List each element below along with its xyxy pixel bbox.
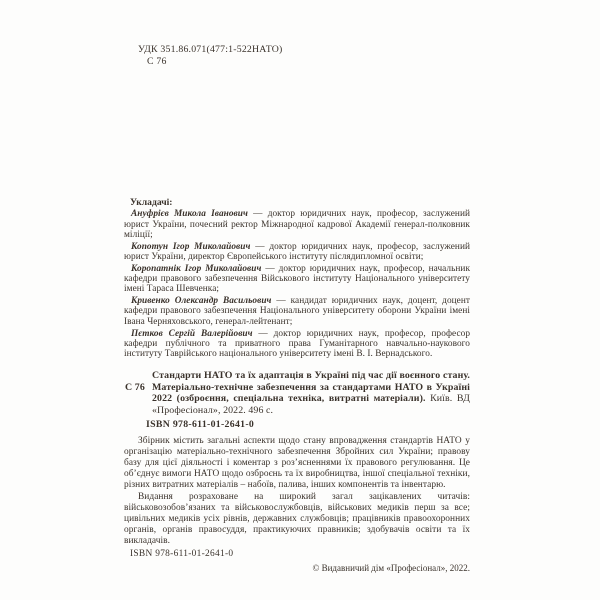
compiler-name: Пєтков Сергій Валерійович bbox=[131, 328, 253, 339]
compiler-name: Коропатнік Ігор Миколайович bbox=[131, 263, 262, 274]
compiler-entry bbox=[124, 296, 470, 327]
compiler-entry bbox=[124, 242, 470, 263]
compiler-description: доктор юридичних наук, професор, професор кафедри публічного та приватного права Гуманітарного навчально-наукового інституту Таврійського національного університету імені В. І. Вернадського. bbox=[124, 328, 471, 360]
udc-number: УДК 351.86.071(477:1-522НАТО) bbox=[138, 44, 283, 55]
dash-separator: — bbox=[253, 209, 263, 220]
annotation-paragraph-2: Видання розраховане на широкий загал зацікавлених читачів: військовозобов’язаних та військовослужбовців, військових медиків перш за все; цивільних медиків усіх рівнів, державних службовців; працівників правоохоронних органів, органів правосуддя, практикуючих правників; здобувачів освіти та їх викладачів. bbox=[124, 491, 470, 546]
dash-separator: — bbox=[265, 263, 275, 274]
compiler-description: доктор юридичних наук, професор, заслужений юрист України, почесний ректор Міжнародної кадрової Академії генерал-полковник міліції; bbox=[124, 209, 471, 240]
compiler-name: Копотун Ігор Миколайович bbox=[131, 241, 251, 252]
compilers-heading: Укладачі: bbox=[130, 197, 173, 208]
annotation-paragraph-1: Збірник містить загальні аспекти щодо стану впровадження стандартів НАТО у організацію матеріально-технічного забезпечення Збройних сил України; правову базу для цієї діяльності і коментар з роз’ясненнями їх правового регулювання. Це об’єднує вимоги НАТО щодо озброєнь та їх виробництва, іншої спеціальної техніки, різних витратних матеріалів – набоїв, палива, інших компонентів та інвентарю. bbox=[124, 436, 470, 491]
copyright-notice: © Видавничий дім «Професіонал», 2022. bbox=[312, 563, 470, 574]
compiler-description: кандидат юридичних наук, доцент, доцент кафедри правового забезпечення Національного університету оборони України імені Івана Черняховського, генерал-лейтенант; bbox=[124, 296, 470, 327]
isbn-main: ISBN 978-611-01-2641-0 bbox=[146, 419, 255, 431]
dash-separator: — bbox=[255, 241, 265, 252]
compiler-name: Ануфрієв Микола Іванович bbox=[131, 209, 248, 220]
compiler-description: доктор юридичних наук, професор, начальник кафедри правового забезпечення Військового інституту Національного університету імені Тараса Шевченка; bbox=[124, 263, 471, 295]
udc-block bbox=[138, 44, 470, 67]
isbn-footer: ISBN 978-611-01-2641-0 bbox=[130, 549, 234, 560]
compiler-entry bbox=[124, 264, 470, 295]
bib-author-sign: С 76 bbox=[125, 381, 145, 393]
bibliographic-record bbox=[124, 370, 470, 416]
compiler-description: доктор юридичних наук, професор, заслужений юрист України, директор Європейського інституту післядипломної освіти; bbox=[124, 241, 471, 262]
dash-separator: — bbox=[276, 296, 286, 307]
bib-imprint: Київ. ВД «Професіонал», 2022. 496 с. bbox=[152, 393, 470, 416]
text-column bbox=[124, 44, 470, 574]
udc-author-sign: С 76 bbox=[147, 55, 167, 67]
bib-title: Стандарти НАТО та їх адаптація в Україні під час дії воєнного стану. Матеріально-технічне забезпечення за стандартами НАТО в Україні 2022 (озброєння, спеціальна техніка, витратні матеріали). bbox=[152, 370, 470, 405]
compiler-entry bbox=[124, 209, 470, 240]
compiler-name: Кривенко Олександр Васильович bbox=[131, 296, 272, 307]
dash-separator: — bbox=[258, 328, 268, 339]
compiler-entry bbox=[124, 329, 470, 360]
